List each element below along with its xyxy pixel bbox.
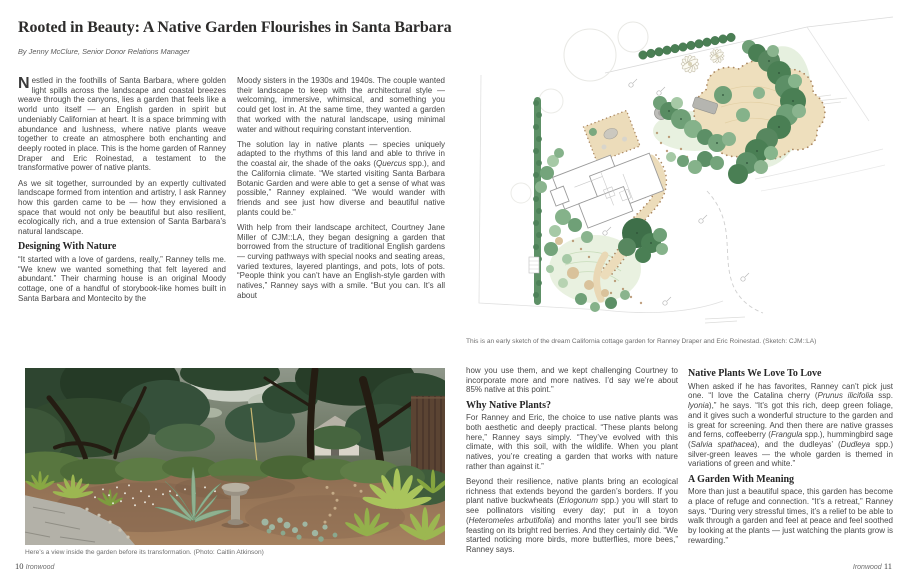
paragraph: Moody sisters in the 1930s and 1940s. The couple wanted their landscape to keep with the architectural style — welcoming, immersive, whimsical, and something you could get lost in. At the same time, they wanted a garden that worked with the natural landscape, using minimal water and without requiring constant intervention.: [237, 76, 445, 134]
paragraph: how you use them, and we kept challenging Courtney to incorporate more and more natives. I’d say we’re about 85% native at this point.”: [466, 366, 678, 395]
text-column-1: [18, 76, 226, 303]
paragraph: When asked if he has favorites, Ranney can’t pick just one. “I love the Catalina cherry (Prunus ilicifolia ssp. lyonia),” he says. “It’s got this rich, deep green foliage, and it gives such a wonderful structure to the garden and is great for screening. And then there are native grasses and ferns, coffeeberry (Frangula spp.), hummingbird sage (Salvia spathacea), and the dudleyas’ (Dudleya spp.) silver-green leaves — the whole garden is themed in variations of green and white.”: [688, 381, 894, 469]
section-heading-native-plants-we-love: Native Plants We Love To Love: [688, 368, 822, 379]
paragraph: As we sit together, surrounded by an expertly cultivated landscape formed from intention and artistry, I ask Ranney how this garden came to be — how they envisioned a space that would not only be beautiful but also resilient, ecologically rich, and a true extension of Santa Barbara’s natural landscape.: [18, 178, 226, 237]
text-column-3: [466, 366, 678, 555]
article-byline: By Jenny McClure, Senior Donor Relations Manager: [18, 47, 190, 56]
garden-photo-image: [25, 368, 445, 545]
page-number-right: 11: [883, 561, 892, 571]
paragraph-text: estled in the foothills of Santa Barbara, where golden light spills across the landscape and coastal breezes weave through the canyons, lies a garden that feels like a world unto itself — an English garden in spirit but undeniably Californian at heart. It is a space brimming with abundance and lushness, where native plants weave together to create an atmosphere both enchanting and deeply rooted in place. This is the home garden of Ranney Draper and Eric Roinestad, a testament to the transformative power of native plants.: [18, 76, 226, 173]
paragraph: [18, 76, 226, 173]
magazine-title: Ironwood: [25, 564, 55, 571]
garden-plan-sketch: [455, 10, 895, 330]
text-column-4: [688, 366, 893, 545]
paragraph: For Ranney and Eric, the choice to use native plants was both aesthetic and deeply practical. “These plants belong here,” Ranney says simply. “They’ve evolved with this climate, with this soil, with the wildlife. When you plant natives, you’re creating a garden that works with nature rather than against it.”: [466, 413, 678, 471]
paragraph: With help from their landscape architect, Courtney Jane Miller of CJM::LA, they began designing a garden that borrowed from the structure of traditional English gardens — curving pathways with special nooks and seating areas, varied textures, layered plantings, and pots, lots of pots. “People think you can’t have an English-style garden with natives,” Ranney says with a smile. “But you can. It’s all about: [237, 222, 445, 300]
paragraph: The solution lay in native plants — species uniquely adapted to the rhythms of this land and able to thrive in the coastal air, the shade of the oaks (Quercus spp.), and the California climate. “We started visiting Santa Barbara Botanic Garden and were able to get a sense of what was possible,” Ranney explained. “We would wander with friends and see just how diverse and beautiful native plants could be.”: [237, 139, 445, 217]
sketch-caption: This is an early sketch of the dream California cottage garden for Ranney Draper and Eric Roinestad. (Sketch: CJM::LA): [466, 338, 817, 345]
paragraph: “It started with a love of gardens, really,” Ranney tells me. “We knew we wanted something that felt layered and abundant.” Their charming house is an original Moody cottage, one of a handful of storybook-like homes built in Santa Barbara and Montecito by the: [18, 254, 226, 303]
photo-caption: Here’s a view inside the garden before its transformation. (Photo: Caitlin Atkinson): [25, 549, 264, 556]
paragraph: More than just a beautiful space, this garden has become a place of refuge and connection. “It’s a retreat,” Ranney says. “During very stressful times, it’s a relief to be able to walk through a garden and feel at peace and feel soothed by looking at the plants — just watching the plants grow is rewarding.”: [688, 487, 893, 545]
paragraph: Beyond their resilience, native plants bring an ecological richness that extends beyond the garden’s borders. If you plant native buckwheats (Eriogonum spp.) you will start to see pollinators visiting every day; put in a toyon (Heteromeles arbutifolia) and months later you’ll see birds feasting on its bright red berries. And they certainly did. “We started noticing more birds, more butterflies, more bees,” Ranney says.: [466, 477, 678, 554]
magazine-title: Ironwood: [852, 564, 882, 571]
page-footer-right: [853, 561, 892, 571]
text-column-2: [237, 76, 445, 300]
page-number-left: 10: [15, 561, 24, 571]
garden-plan-sketch-image: [455, 10, 895, 330]
article-title: Rooted in Beauty: A Native Garden Flourishes in Santa Barbara: [18, 19, 452, 36]
garden-photo: [25, 368, 445, 545]
page-footer-left: [15, 561, 54, 571]
section-heading-a-garden-with-meaning: A Garden With Meaning: [688, 473, 795, 485]
drop-cap: N: [18, 75, 30, 92]
section-heading-why-native-plants: Why Native Plants?: [466, 399, 551, 411]
section-heading-designing-with-nature: Designing With Nature: [18, 241, 117, 253]
